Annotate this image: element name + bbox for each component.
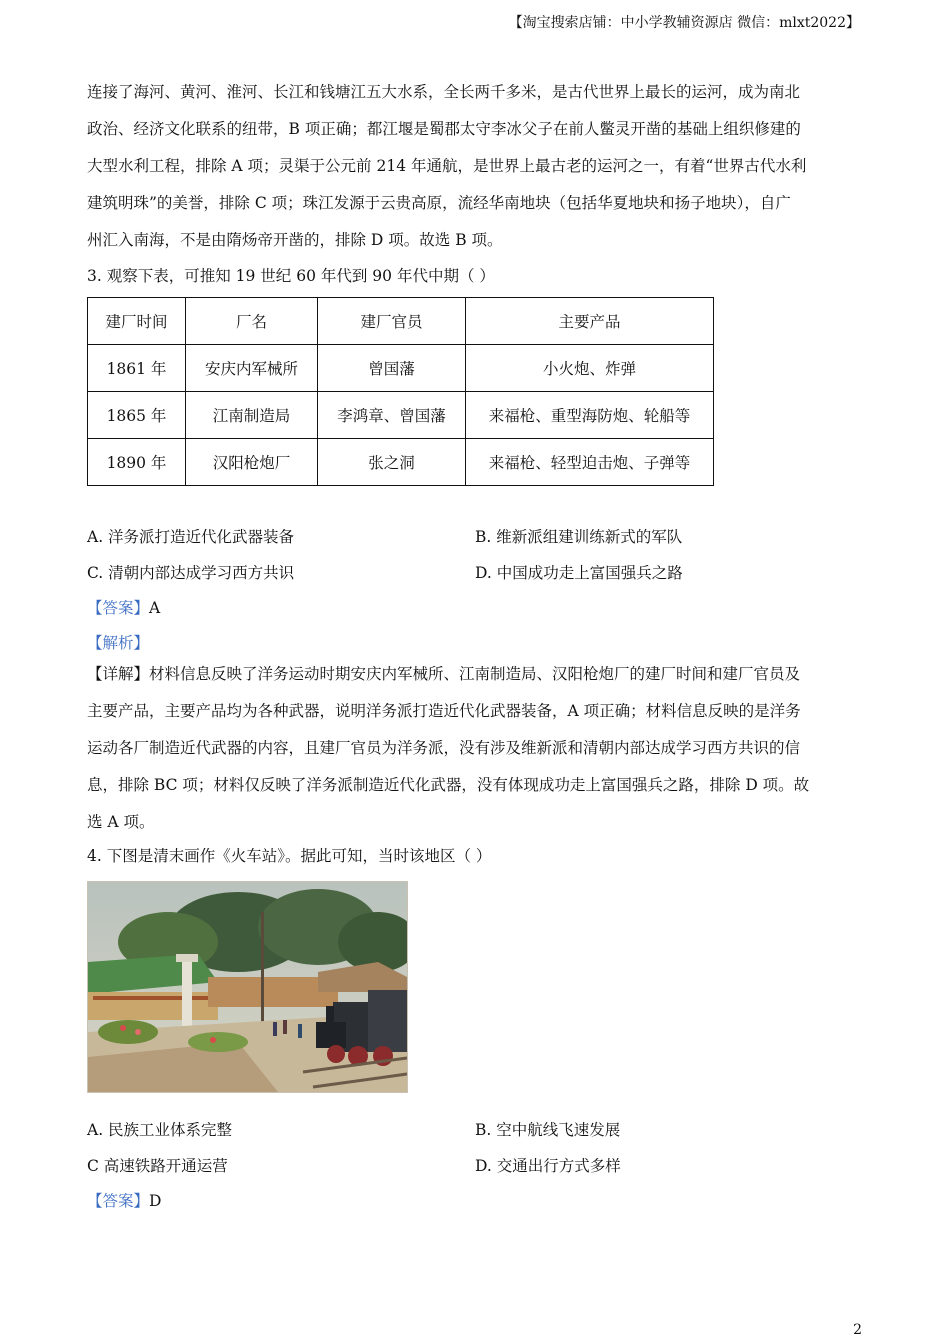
table-cell: 汉阳枪炮厂 [186, 439, 318, 486]
table-cell: 来福枪、轻型迫击炮、子弹等 [466, 439, 714, 486]
text-line: 州汇入南海，不是由隋炀帝开凿的，排除 D 项。故选 B 项。 [87, 231, 503, 249]
text-line: 选 A 项。 [87, 813, 155, 831]
detail-tag: 【详解】 [87, 665, 150, 683]
option-c: C. 清朝内部达成学习西方共识 [87, 564, 295, 582]
analysis-tag: 【解析】 [87, 634, 150, 652]
table-header-row [88, 298, 714, 345]
question-4-answer [87, 1190, 860, 1212]
answer-tag: 【答案】 [87, 1192, 150, 1210]
page-header: 【淘宝搜索店铺：中小学教辅资源店 微信：mlxt2022】 [508, 15, 860, 31]
detail-text: 材料信息反映了洋务运动时期安庆内军械所、江南制造局、汉阳枪炮厂的建厂时间和建厂官员及 [149, 665, 801, 683]
text-line: 息，排除 BC 项；材料仅反映了洋务派制造近代化武器，没有体现成功走上富国强兵之路，排除 D 项。故 [87, 776, 810, 794]
table-header-cell: 建厂官员 [318, 298, 466, 345]
question-3-detail [87, 656, 860, 841]
text-line: 政治、经济文化联系的纽带，B 项正确；都江堰是蜀郡太守李冰父子在前人鳖灵开凿的基础上组织修建的 [87, 120, 801, 138]
document-body [87, 74, 860, 1212]
table-cell: 张之洞 [318, 439, 466, 486]
question-3-answer [87, 597, 860, 619]
question-3-stem: 3. 观察下表，可推知 19 世纪 60 年代到 90 年代中期（ ） [87, 267, 495, 285]
painting-image [88, 882, 407, 1092]
option-b: B. 维新派组建训练新式的军队 [475, 528, 683, 546]
train-station-painting [87, 881, 408, 1093]
table-cell: 1865 年 [88, 392, 186, 439]
question-4-stem: 4. 下图是清末画作《火车站》。据此可知，当时该地区（ ） [87, 847, 492, 865]
table-cell: 1890 年 [88, 439, 186, 486]
answer-tag: 【答案】 [87, 599, 150, 617]
table-cell: 来福枪、重型海防炮、轮船等 [466, 392, 714, 439]
table-row [88, 345, 714, 392]
option-d: D. 中国成功走上富国强兵之路 [475, 564, 683, 582]
option-a: A. 洋务派打造近代化武器装备 [87, 528, 295, 546]
intro-paragraph [87, 74, 860, 259]
option-c: C 高速铁路开通运营 [87, 1157, 228, 1175]
option-a: A. 民族工业体系完整 [87, 1121, 233, 1139]
answer-value: A [149, 599, 161, 617]
table-header-cell: 建厂时间 [88, 298, 186, 345]
option-d: D. 交通出行方式多样 [475, 1157, 621, 1175]
table-row [88, 392, 714, 439]
table-cell: 江南制造局 [186, 392, 318, 439]
question-4-options [87, 1119, 860, 1177]
table-header-cell: 厂名 [186, 298, 318, 345]
factory-table [87, 297, 714, 486]
text-line: 大型水利工程，排除 A 项；灵渠于公元前 214 年通航，是世界上最古老的运河之一，有着“世界古代水利 [87, 157, 807, 175]
text-line: 运动各厂制造近代武器的内容，且建厂官员为洋务派，没有涉及维新派和清朝内部达成学习西方共识的信 [87, 739, 801, 757]
text-line [87, 656, 860, 693]
table-row [88, 439, 714, 486]
table-cell: 小火炮、炸弹 [466, 345, 714, 392]
table-cell: 曾国藩 [318, 345, 466, 392]
text-line: 建筑明珠”的美誉，排除 C 项；珠江发源于云贵高原，流经华南地块（包括华夏地块和扬子地块），自广 [87, 194, 791, 212]
table-cell: 1861 年 [88, 345, 186, 392]
text-line: 主要产品，主要产品均为各种武器，说明洋务派打造近代化武器装备，A 项正确；材料信息反映的是洋务 [87, 702, 801, 720]
table-cell: 安庆内军械所 [186, 345, 318, 392]
page-number: 2 [853, 1322, 862, 1338]
table-header-cell: 主要产品 [466, 298, 714, 345]
table-cell: 李鸿章、曾国藩 [318, 392, 466, 439]
answer-value: D [149, 1192, 162, 1210]
question-3-options [87, 526, 860, 584]
text-line: 连接了海河、黄河、淮河、长江和钱塘江五大水系，全长两千多米，是古代世界上最长的运河，成为南北 [87, 83, 801, 101]
option-b: B. 空中航线飞速发展 [475, 1121, 621, 1139]
